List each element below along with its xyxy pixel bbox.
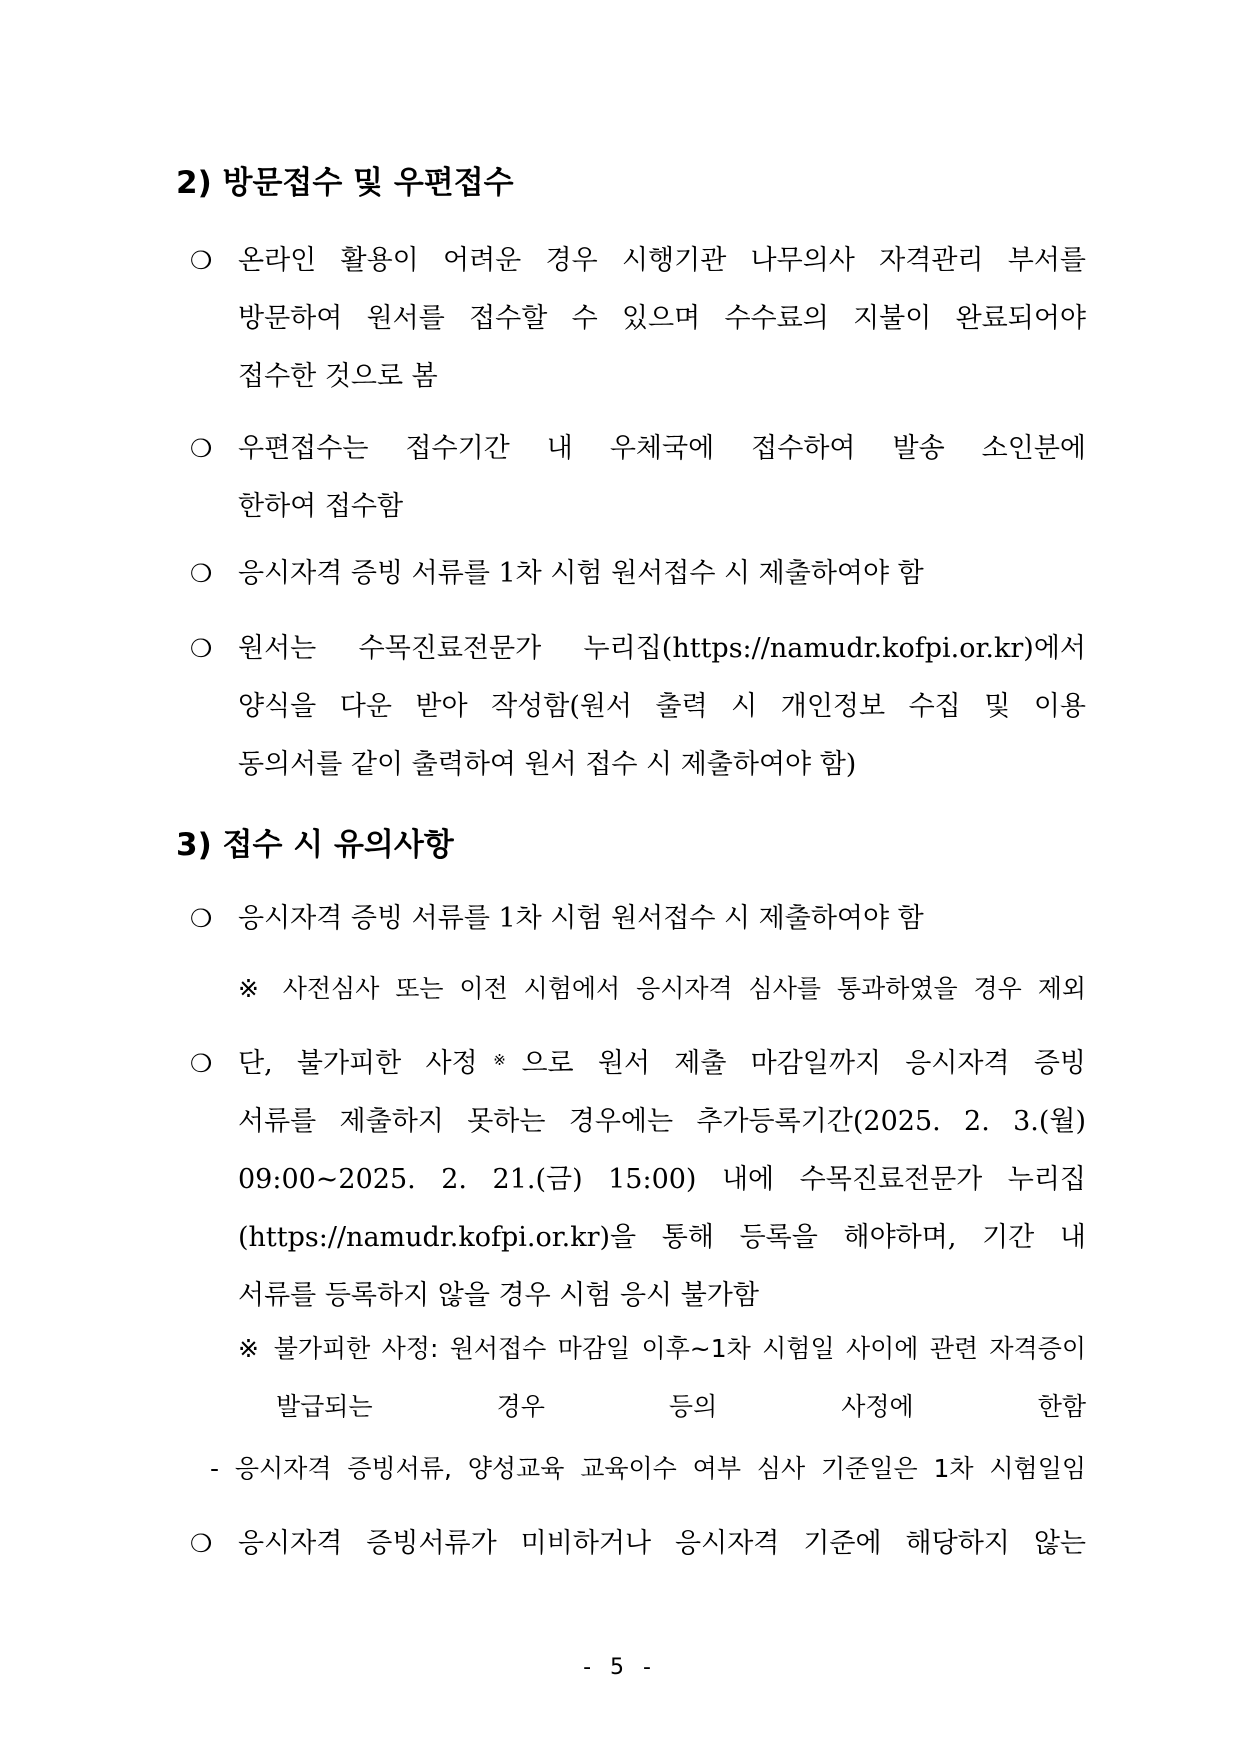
section-3-item-1-note [238,960,1086,1018]
section-3-item-1 [238,890,1086,948]
section-3-item-3 [238,1515,1086,1573]
text-line: 응시자격 증빙 서류를 1차 시험 원서접수 시 제출하여야 함 [238,903,924,934]
section-3-dash-item: - 응시자격 증빙서류, 양성교육 교육이수 여부 심사 기준일은 1차 시험일임 [210,1454,1086,1483]
section-2-item-4 [238,620,1086,794]
text-line: 응시자격 증빙서류가 미비하거나 응시자격 기준에 해당하지 않는 [238,1528,1086,1559]
text-line: 접수한 것으로 봄 [238,361,438,392]
bullet-circle-icon: ❍ [190,904,213,933]
section-2-item-1 [238,232,1086,406]
note-line: ※ 사전심사 또는 이전 시험에서 응시자격 심사를 통과하였을 경우 제외 [238,974,1086,1003]
bullet-circle-icon: ❍ [190,1049,213,1078]
page-number: - 5 - [583,1655,657,1680]
text-line: 온라인 활용이 어려운 경우 시행기관 나무의사 자격관리 부서를 [238,245,1086,276]
note-line: 발급되는 경우 등의 사정에 한함 [276,1392,1086,1421]
footnote-mark: ※ [477,1051,522,1069]
bullet-circle-icon: ❍ [190,246,213,275]
bullet-circle-icon: ❍ [190,1529,213,1558]
text-line [238,1035,1086,1093]
text-line: 동의서를 같이 출력하여 원서 접수 시 제출하여야 함) [238,749,857,780]
section-3-heading: 3) 접수 시 유의사항 [176,827,454,863]
text-line: 응시자격 증빙 서류를 1차 시험 원서접수 시 제출하여야 함 [238,558,924,589]
text-line: 우편접수는 접수기간 내 우체국에 접수하여 발송 소인분에 [238,433,1086,464]
note-line: ※ 불가피한 사정: 원서접수 마감일 이후~1차 시험일 사이에 관련 자격증이 [238,1334,1086,1363]
bullet-circle-icon: ❍ [190,634,213,663]
section-2-heading: 2) 방문접수 및 우편접수 [176,165,514,201]
text-fragment: 으로 원서 제출 마감일까지 응시자격 증빙 [521,1048,1086,1079]
text-line: 원서는 수목진료전문가 누리집(https://namudr.kofpi.or.kr)에서 [238,633,1086,664]
text-line: 양식을 다운 받아 작성함(원서 출력 시 개인정보 수집 및 이용 [238,691,1086,722]
bullet-circle-icon: ❍ [190,434,213,463]
text-fragment: 단, 불가피한 사정 [238,1048,478,1079]
section-2-item-2 [238,420,1086,536]
text-line: 서류를 제출하지 못하는 경우에는 추가등록기간(2025. 2. 3.(월) [238,1106,1086,1137]
text-line: (https://namudr.kofpi.or.kr)을 통해 등록을 해야하며, 기간 내 [238,1222,1086,1253]
text-line: 09:00~2025. 2. 21.(금) 15:00) 내에 수목진료전문가 누리집 [238,1164,1086,1195]
text-line: 서류를 등록하지 않을 경우 시험 응시 불가함 [238,1280,759,1311]
text-line: 한하여 접수함 [238,491,404,522]
text-line: 방문하여 원서를 접수할 수 있으며 수수료의 지불이 완료되어야 [238,303,1086,334]
bullet-circle-icon: ❍ [190,559,213,588]
section-3-item-2 [238,1035,1086,1325]
section-2-item-3 [238,545,1086,603]
section-3-item-2-note [238,1320,1086,1436]
